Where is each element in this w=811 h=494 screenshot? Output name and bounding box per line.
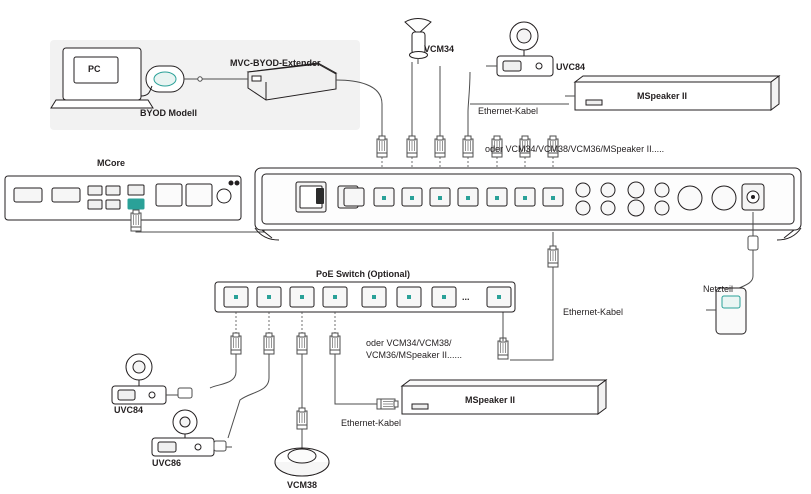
vcm38-bottom-icon [275, 448, 329, 476]
mspeaker-top-label: MSpeaker II [637, 91, 688, 101]
byod-dongle-icon [146, 66, 184, 92]
vcm34-top-label: VCM34 [424, 44, 455, 54]
byod-model-label: BYOD Modell [140, 108, 198, 118]
netzteil-label: Netzteil [703, 284, 734, 294]
uvc84-bottom-label: UVC84 [114, 405, 144, 415]
ethernet-right-label: Ethernet-Kabel [563, 307, 624, 317]
oder-mid-label-line2: VCM36/MSpeaker II...... [366, 350, 463, 360]
ethernet-top-label: Ethernet-Kabel [478, 106, 539, 116]
uvc86-bottom-icon [152, 410, 214, 456]
ethernet-bottom-label: Ethernet-Kabel [341, 418, 402, 428]
uvc84-bottom-icon [112, 354, 166, 404]
rj45-connector-row-top [377, 136, 473, 157]
uvc86-bottom-label: UVC86 [152, 458, 182, 468]
mcore-label: MCore [97, 158, 126, 168]
oder-mid-label-line1: oder VCM34/VCM38/ [366, 338, 452, 348]
poe-switch-label: PoE Switch (Optional) [316, 269, 410, 279]
mvc-byod-extender-label: MVC-BYOD-Extender [230, 58, 321, 68]
poe-switch-device [215, 282, 515, 312]
mspeaker-bottom-label: MSpeaker II [465, 395, 516, 405]
uvc84-top-icon [497, 22, 553, 76]
mcore-device [5, 176, 241, 220]
main-bar-device [255, 168, 801, 240]
vcm38-bottom-label: VCM38 [286, 480, 318, 490]
poe-switch-dots: ... [462, 292, 470, 302]
pc-label: PC [88, 64, 101, 74]
pc-laptop-icon [51, 48, 153, 108]
uvc84-top-label: UVC84 [556, 62, 586, 72]
oder-top-label: oder VCM34/VCM38/VCM36/MSpeaker II..... [485, 144, 665, 154]
